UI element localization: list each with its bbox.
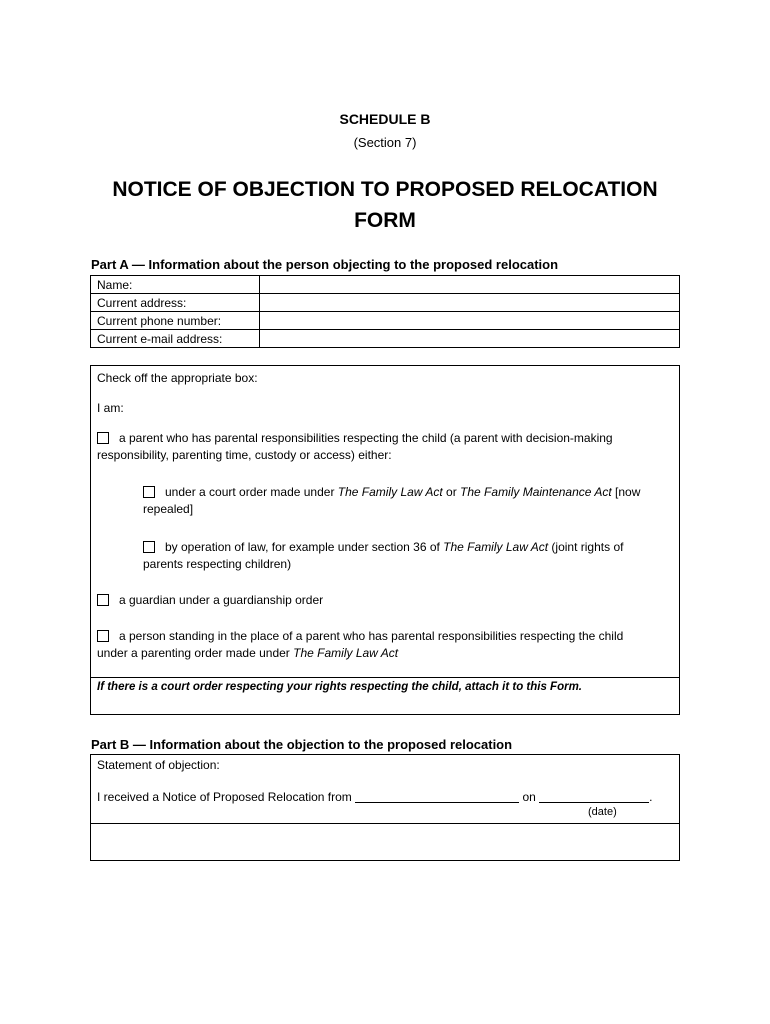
- guardian-checkbox[interactable]: [97, 594, 109, 606]
- sender-blank[interactable]: [355, 789, 519, 803]
- i-am-label: I am:: [97, 401, 124, 415]
- relationship-box: [90, 365, 680, 715]
- court-order-text: under a court order made under: [165, 485, 338, 499]
- email-label: Current e-mail address:: [91, 330, 260, 348]
- schedule-label: SCHEDULE B: [339, 111, 431, 127]
- table-row: [91, 312, 680, 330]
- name-label: Name:: [91, 276, 260, 294]
- act-name: The Family Law Act: [293, 646, 399, 660]
- option-in-place-line2: [97, 645, 398, 662]
- option-parent-text: a parent who has parental responsibilities respecting the child (a parent with decision-making: [119, 431, 613, 445]
- operation-of-law-text: by operation of law, for example under section 36 of: [165, 540, 444, 554]
- received-line: [97, 789, 653, 806]
- address-label: Current address:: [91, 294, 260, 312]
- section-reference: (Section 7): [353, 135, 417, 150]
- parent-checkbox[interactable]: [97, 432, 109, 444]
- email-field[interactable]: [260, 330, 680, 348]
- option-court-order: [143, 484, 640, 501]
- operation-of-law-text-end: (joint rights of: [548, 540, 624, 554]
- table-row: [91, 276, 680, 294]
- table-row: [91, 330, 680, 348]
- option-operation-of-law: [143, 539, 623, 556]
- on-text: on: [519, 790, 540, 804]
- date-blank[interactable]: [539, 789, 649, 803]
- court-order-checkbox[interactable]: [143, 486, 155, 498]
- part-b-heading: Part B — Information about the objection to the proposed relocation: [91, 737, 513, 752]
- option-operation-of-law-line2: parents respecting children): [143, 557, 292, 571]
- option-in-place-text: a person standing in the place of a parent who has parental responsibilities respecting the child: [119, 629, 624, 643]
- address-field[interactable]: [260, 294, 680, 312]
- table-row: [91, 294, 680, 312]
- act-name: The Family Maintenance Act: [460, 485, 612, 499]
- option-guardian: [97, 592, 323, 609]
- court-order-note: If there is a court order respecting your rights respecting the child, attach it to this Form.: [97, 681, 582, 693]
- divider: [91, 677, 679, 678]
- option-parent: [97, 430, 613, 447]
- act-name: The Family Law Act: [337, 485, 443, 499]
- operation-of-law-checkbox[interactable]: [143, 541, 155, 553]
- option-in-place-line2-text: under a parenting order made under: [97, 646, 294, 660]
- phone-field[interactable]: [260, 312, 680, 330]
- objection-box: [90, 754, 680, 861]
- phone-label: Current phone number:: [91, 312, 260, 330]
- form-title: [0, 174, 770, 236]
- title-line-1: NOTICE OF OBJECTION TO PROPOSED RELOCATION: [112, 178, 658, 201]
- statement-label: Statement of objection:: [97, 758, 220, 772]
- court-order-text-end: [now: [611, 485, 641, 499]
- connector-text: or: [442, 485, 461, 499]
- option-guardian-text: a guardian under a guardianship order: [119, 593, 324, 607]
- part-a-heading: Part A — Information about the person objecting to the proposed relocation: [91, 257, 559, 272]
- period-text: .: [649, 790, 653, 804]
- person-info-table: [90, 275, 680, 348]
- option-parent-line2: responsibility, parenting time, custody or access) either:: [97, 448, 392, 462]
- divider: [91, 823, 679, 824]
- option-in-place-of-parent: [97, 628, 623, 645]
- check-intro: Check off the appropriate box:: [97, 371, 258, 385]
- act-name: The Family Law Act: [443, 540, 549, 554]
- date-caption: (date): [588, 806, 617, 818]
- name-field[interactable]: [260, 276, 680, 294]
- title-line-2: FORM: [354, 209, 416, 232]
- option-court-order-line2: repealed]: [143, 502, 194, 516]
- received-text: I received a Notice of Proposed Relocation from: [97, 790, 356, 804]
- in-place-of-parent-checkbox[interactable]: [97, 630, 109, 642]
